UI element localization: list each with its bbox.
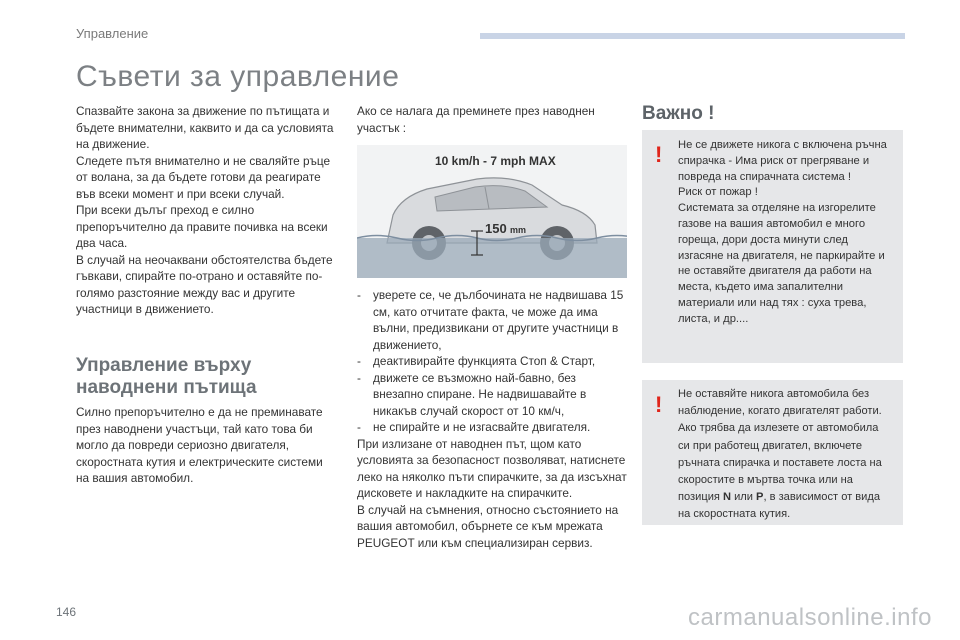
warning-text-part: , в зависимост от вида на скоростната кутия. xyxy=(678,491,881,521)
header-accent-bar xyxy=(480,33,905,39)
warning-text xyxy=(678,386,893,524)
warning-line: Системата за отделяне на изгорелите газове на вашия автомобил е много гореща, дори доста минути след изгасяне на двигателя, не паркирайте и не оставяйте двигателя да работи на места, където има запалителни материали или над тях : суха трева, листа, и др.... xyxy=(678,202,885,325)
warning-box-unattended xyxy=(642,380,903,525)
section-title-flooded-roads xyxy=(76,355,338,399)
warning-text xyxy=(678,138,893,328)
paragraph: Силно препоръчително е да не преминавате през наводнени участъци, тай като това би могло да повреди сериозно двигателя, скоростната кутия и електрическите системи на вашия автомобил. xyxy=(76,405,323,485)
flooded-intro xyxy=(357,103,627,136)
depth-unit: mm xyxy=(510,225,527,235)
warning-line: Риск от пожар ! xyxy=(678,186,758,199)
page-number: 146 xyxy=(56,605,77,619)
warning-icon: ! xyxy=(655,392,663,417)
bullet-dash: - xyxy=(357,288,361,302)
page-title: Съвети за управление xyxy=(76,60,400,93)
paragraph: Ако се налага да преминете през наводнен участък : xyxy=(357,104,595,135)
paragraph: В случай на съмнения, относно състоянието на вашия автомобил, обърнете се към мрежата PEUGEOT или към специализиран сервиз. xyxy=(357,502,619,550)
running-header: Управление xyxy=(76,26,149,41)
gear-position-p: P xyxy=(756,491,764,504)
list-item-text: не спирайте и не изгасвайте двигателя. xyxy=(373,420,591,434)
flooded-road-illustration xyxy=(357,145,627,278)
paragraph: В случай на неочаквани обстоятелства бъдете гъвкави, спирайте по-отрано и оставяйте по-голямо разстояние между вас и другите участници в движението. xyxy=(76,252,333,316)
watermark: carmanualsonline.info xyxy=(688,604,932,631)
list-item xyxy=(357,419,627,436)
list-item xyxy=(357,353,627,370)
list-item xyxy=(357,370,627,420)
driving-advice-intro xyxy=(76,103,338,318)
list-item-text: уверете се, че дълбочината не надвишава 15 см, като отчитате факта, че може да има вълни, предизвикани от другите участници в движението, xyxy=(373,288,624,352)
section-title-line: наводнени пътища xyxy=(76,377,257,398)
paragraph: При излизане от наводнен път, щом като условията за безопасност позволяват, натиснете леко на няколко пъти спирачките, за да изсъхнат дисковете и накладките на спирачките. xyxy=(357,436,627,500)
important-heading: Важно ! xyxy=(642,103,715,124)
speed-limit-label: 10 km/h - 7 mph MAX xyxy=(435,154,556,168)
paragraph: Следете пътя внимателно и не сваляйте ръце от волана, за да бъдете готови да реагирате във всеки момент и при всеки случай. xyxy=(76,153,331,201)
warning-box-handbrake-fire xyxy=(642,130,903,363)
bullet-dash: - xyxy=(357,370,361,385)
warning-line: Не се движете никога с включена ръчна спирачка - Има риск от прегряване и повреда на спирачната система ! xyxy=(678,139,887,183)
car-in-water-graphic xyxy=(357,145,627,278)
flooded-instructions xyxy=(357,287,627,551)
list-item-text: движете се възможно най-бавно, без внезапно спиране. Не надвишавайте в никакъв случай скорост от 10 км/ч, xyxy=(373,370,587,418)
warning-text-part: или xyxy=(731,491,757,504)
warning-text-part: Не оставяйте никога автомобила без наблюдение, когато двигателят работи. Ако трябва да излезете от автомобила си при работещ двигател, включете ръчната спирачка и поставете лоста на скоростите в мъртва точка или на позиция xyxy=(678,388,882,504)
list-item xyxy=(357,287,627,353)
paragraph: Спазвайте закона за движение по пътищата и бъдете внимателни, каквито и да са условията на движение. xyxy=(76,104,334,151)
bullet-dash: - xyxy=(357,354,361,368)
depth-value: 150 xyxy=(485,221,507,236)
paragraph: При всеки дълъг преход е силно препоръчително да правите почивка на всеки два часа. xyxy=(76,203,328,250)
warning-icon: ! xyxy=(655,142,663,167)
section-title-line: Управление върху xyxy=(76,355,252,376)
gear-position-n: N xyxy=(722,491,731,504)
bullet-dash: - xyxy=(357,420,361,434)
flooded-roads-text xyxy=(76,404,338,487)
list-item-text: деактивирайте функцията Стоп & Старт, xyxy=(373,354,596,368)
